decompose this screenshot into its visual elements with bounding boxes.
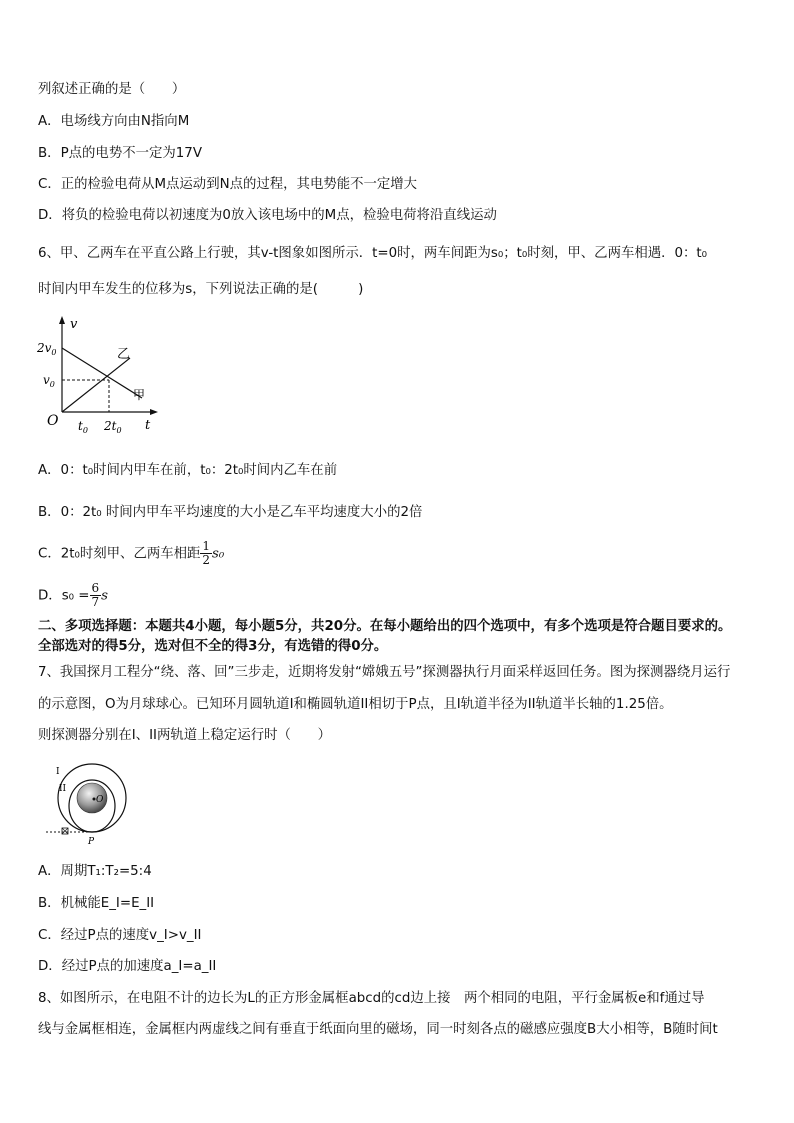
q7-stem-line3: 则探测器分别在I、II两轨道上稳定运行时（ ） <box>38 728 332 743</box>
fraction-half: $\frac{1}{2}$ <box>202 539 211 567</box>
label-yi: 乙 <box>117 347 131 362</box>
q6-stem-line1: 6、甲、乙两车在平直公路上行驶，其v-t图象如图所示．t=0时，两车间距为s₀；t₀时刻，甲、乙两车相遇．0：t₀ <box>38 246 708 261</box>
q5-stem-tail: 列叙述正确的是（ ） <box>38 82 186 97</box>
tick-2t0: $2t_0$ <box>104 419 122 435</box>
q5-option-d: D．将负的检验电荷以初速度为0放入该电场中的M点，检验电荷将沿直线运动 <box>38 208 497 223</box>
q6-option-d-suffix: s <box>101 588 109 604</box>
label-center-o: O <box>96 795 104 805</box>
q6-option-d <box>38 582 108 611</box>
label-point-p: P <box>88 837 95 847</box>
q6-option-b: B．0：2t₀ 时间内甲车平均速度的大小是乙车平均速度大小的2倍 <box>38 505 423 520</box>
q8-stem-line2: 线与金属框相连，金属框内两虚线之间有垂直于纸面向里的磁场，同一时刻各点的磁感应强度B大小相等，B随时间t <box>38 1022 718 1037</box>
label-orbit-ii: II <box>59 784 67 794</box>
q6-option-a: A．0：t₀时间内甲车在前，t₀：2t₀时间内乙车在前 <box>38 463 338 478</box>
q6-option-c-prefix: C．2t₀时刻甲、乙两车相距 <box>38 546 201 562</box>
q6-option-c <box>38 540 224 569</box>
q7-option-a: A．周期T₁:T₂=5:4 <box>38 864 152 879</box>
q7-option-b: B．机械能E_I=E_II <box>38 896 155 911</box>
q6-option-c-suffix: s₀ <box>212 546 225 562</box>
q5-option-c: C．正的检验电荷从M点运动到N点的过程，其电势能不一定增大 <box>38 177 418 192</box>
label-orbit-i: I <box>56 767 60 777</box>
section2-heading-line1: 二、多项选择题：本题共4小题，每小题5分，共20分。在每小题给出的四个选项中，有多个选项是符合题目要求的。 <box>38 619 732 634</box>
axis-t-label: t <box>145 418 151 433</box>
tick-2v0: $2v_0$ <box>37 341 57 357</box>
q5-option-b: B．P点的电势不一定为17V <box>38 146 202 161</box>
q8-stem-line1: 8、如图所示，在电阻不计的边长为L的正方形金属框abcd的cd边上接 两个相同的电阻，平行金属板e和f通过导 <box>38 991 705 1006</box>
section2-heading-line2: 全部选对的得5分，选对但不全的得3分，有选错的得0分。 <box>38 639 388 654</box>
fraction-six-sevenths: $\frac{6}{7}$ <box>91 581 100 609</box>
label-jia: 甲 <box>133 388 146 402</box>
probe-icon <box>62 828 68 834</box>
q7-option-d: D．经过P点的加速度a_I=a_II <box>38 959 217 974</box>
vt-graph <box>34 314 164 439</box>
origin-label: O <box>47 413 59 429</box>
lunar-orbit-figure <box>40 760 140 850</box>
tick-t0: $t_0$ <box>78 419 88 435</box>
q6-option-d-prefix: D．s₀ = <box>38 588 90 604</box>
q7-option-c: C．经过P点的速度v_I>v_II <box>38 928 202 943</box>
tick-v0: $v_0$ <box>43 373 55 389</box>
q6-stem-line2: 时间内甲车发生的位移为s，下列说法正确的是( ) <box>38 282 364 297</box>
axis-v-label: v <box>70 317 78 332</box>
q7-stem-line1: 7、我国探月工程分“绕、落、回”三步走，近期将发射“嫦娥五号”探测器执行月面采样返回任务。图为探测器绕月运行 <box>38 665 731 680</box>
line-jia <box>62 358 130 412</box>
q7-stem-line2: 的示意图，O为月球球心。已知环月圆轨道I和椭圆轨道II相切于P点，且I轨道半径为II轨道半长轴的1.25倍。 <box>38 697 673 712</box>
q5-option-a: A．电场线方向由N指向M <box>38 114 190 129</box>
